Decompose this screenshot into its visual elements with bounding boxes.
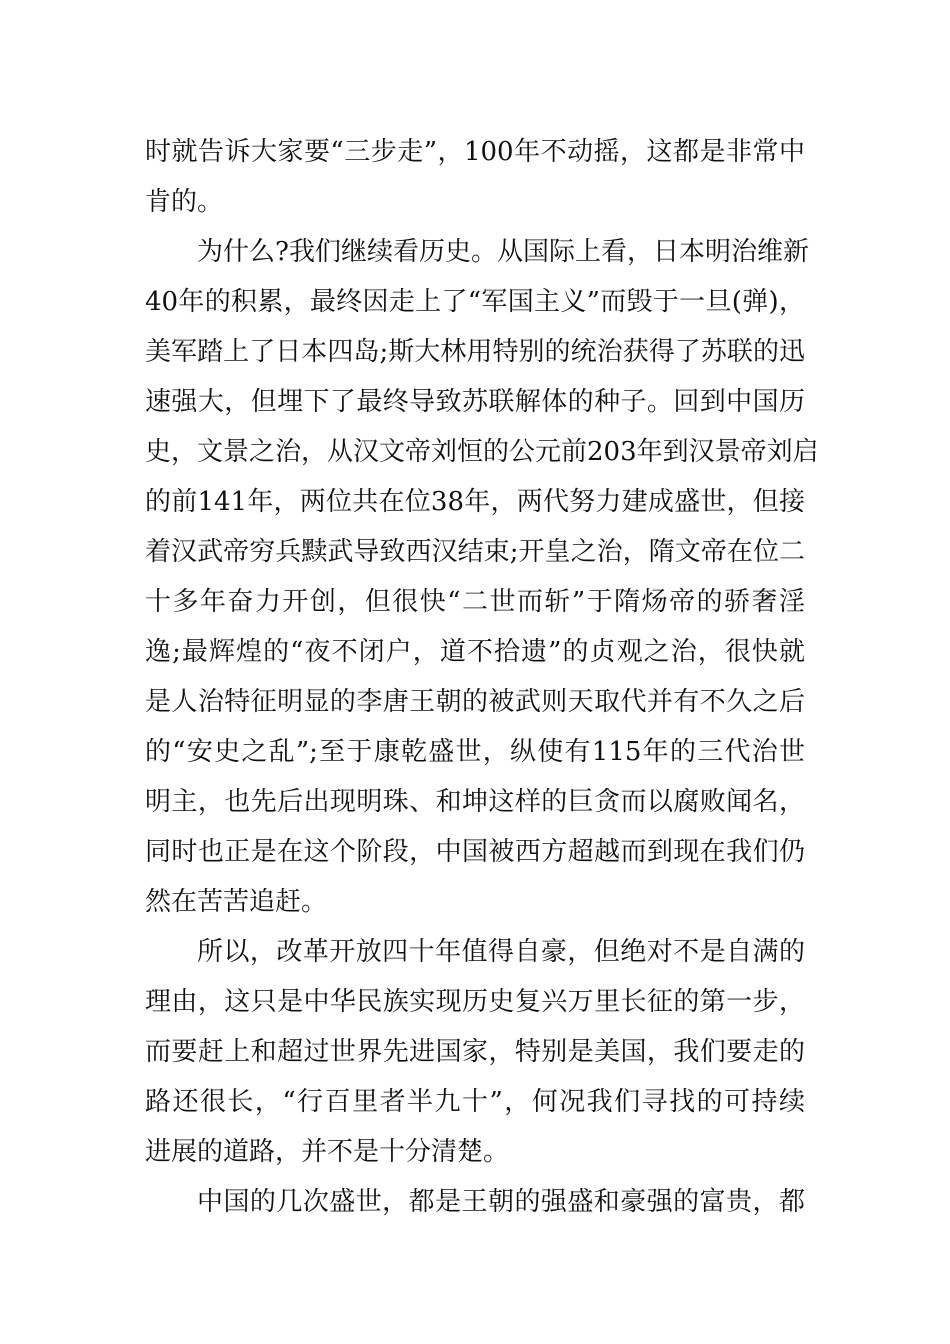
text-line: 同时也正是在这个阶段，中国被西方超越而到现在我们仍 xyxy=(145,837,805,867)
text-line: 的前141年，两位共在位38年，两代努力建成盛世，但接 xyxy=(145,487,805,517)
text-line: 美军踏上了日本四岛;斯大林用特别的统治获得了苏联的迅 xyxy=(145,337,805,367)
text-line: 明主，也先后出现明珠、和坤这样的巨贪而以腐败闻名， xyxy=(145,787,805,817)
text-line: 时就告诉大家要“三步走”，100年不动摇，这都是非常中 xyxy=(145,137,805,167)
text-line: 所以，改革开放四十年值得自豪，但绝对不是自满的 xyxy=(197,937,805,967)
text-line: 中国的几次盛世，都是王朝的强盛和豪强的富贵，都 xyxy=(197,1187,805,1217)
text-line: 40年的积累，最终因走上了“军国主义”而毁于一旦(弹)， xyxy=(145,287,805,317)
text-line: 十多年奋力开创，但很快“二世而斩”于隋炀帝的骄奢淫 xyxy=(145,587,805,617)
text-line: 速强大，但埋下了最终导致苏联解体的种子。回到中国历 xyxy=(145,387,805,417)
text-line: 史，文景之治，从汉文帝刘恒的公元前203年到汉景帝刘启 xyxy=(145,437,819,467)
text-line: 为什么?我们继续看历史。从国际上看，日本明治维新 xyxy=(197,237,809,267)
text-line: 的“安史之乱”;至于康乾盛世，纵使有115年的三代治世 xyxy=(145,737,805,767)
text-line: 路还很长，“行百里者半九十”，何况我们寻找的可持续 xyxy=(145,1087,805,1117)
text-line: 然在苦苦追赶。 xyxy=(145,887,328,917)
text-line: 是人治特征明显的李唐王朝的被武则天取代并有不久之后 xyxy=(145,687,805,717)
text-line: 理由，这只是中华民族实现历史复兴万里长征的第一步， xyxy=(145,987,805,1017)
text-line: 逸;最辉煌的“夜不闭户，道不拾遗”的贞观之治，很快就 xyxy=(145,637,805,667)
text-line: 而要赶上和超过世界先进国家，特别是美国，我们要走的 xyxy=(145,1037,805,1067)
text-line: 进展的道路，并不是十分清楚。 xyxy=(145,1137,510,1167)
text-line: 着汉武帝穷兵黩武导致西汉结束;开皇之治，隋文帝在位二 xyxy=(145,537,805,567)
text-line: 肯的。 xyxy=(145,187,224,217)
